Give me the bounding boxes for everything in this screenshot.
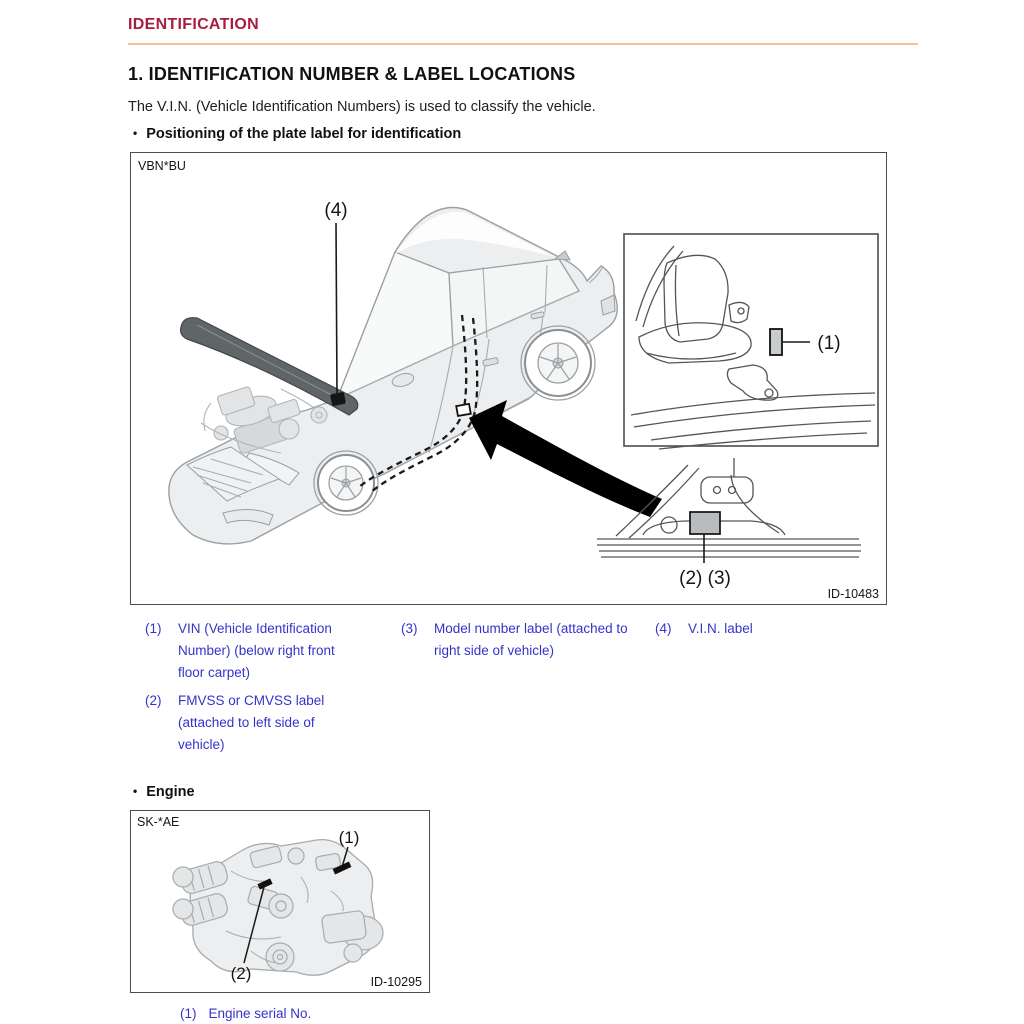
vehicle-figure [130, 152, 887, 605]
engine-figure [130, 810, 430, 993]
callout-4 [324, 200, 347, 406]
rear-wheel [521, 326, 595, 400]
legend-item-2: (2) FMVSS or CMVSS label (attached to left side of vehicle) [145, 693, 325, 752]
vehicle-illustration [131, 153, 885, 603]
svg-text:(2): (2) [230, 964, 252, 983]
legend-col-2 [401, 618, 655, 762]
figure-id: ID-10295 [370, 975, 422, 989]
manual-page [128, 0, 918, 1021]
callout-2-3: (2) (3) [679, 568, 731, 589]
car-drawing [169, 208, 617, 544]
fmvss-label-mark [690, 512, 720, 534]
svg-text:(4): (4) [324, 200, 348, 221]
sill-detail [597, 458, 861, 589]
page-title: 1. IDENTIFICATION NUMBER & LABEL LOCATIONS [128, 64, 576, 84]
legend-col-1 [145, 618, 401, 762]
legend-item-3: (3) Model number label (attached to right side of vehicle) [401, 621, 628, 658]
bullet-positioning [133, 126, 918, 142]
legend-item-4: (4) V.I.N. label [655, 621, 753, 636]
figure-code: VBN*BU [138, 159, 186, 173]
legend-col-3 [655, 618, 918, 762]
callout-1: (1) [817, 333, 841, 354]
seat-inset [624, 234, 878, 449]
bullet-icon: • [133, 126, 138, 140]
svg-text:(1): (1) [338, 828, 360, 847]
figure-code: SK-*AE [137, 815, 180, 829]
engine-drawing [173, 840, 383, 976]
engine-legend: (1) Engine serial No. [180, 1006, 312, 1021]
bullet-icon: • [133, 784, 138, 798]
vin-plate-mark [770, 329, 782, 355]
front-wheel [314, 451, 378, 515]
bullet-engine-label: Engine [146, 784, 195, 800]
legend-item-1: (1) VIN (Vehicle Identification Number) (below right front floor carpet) [145, 621, 335, 680]
bullet-positioning-label: Positioning of the plate label for identification [146, 126, 462, 142]
intro-text: The V.I.N. (Vehicle Identification Numbers) is used to classify the vehicle. [128, 99, 596, 115]
engine-illustration [131, 811, 428, 991]
bullet-engine [133, 784, 918, 800]
section-title: IDENTIFICATION [128, 16, 260, 33]
vehicle-legend [145, 618, 918, 762]
door-plate [456, 404, 471, 416]
section-divider [128, 43, 918, 45]
figure-id: ID-10483 [827, 587, 879, 601]
